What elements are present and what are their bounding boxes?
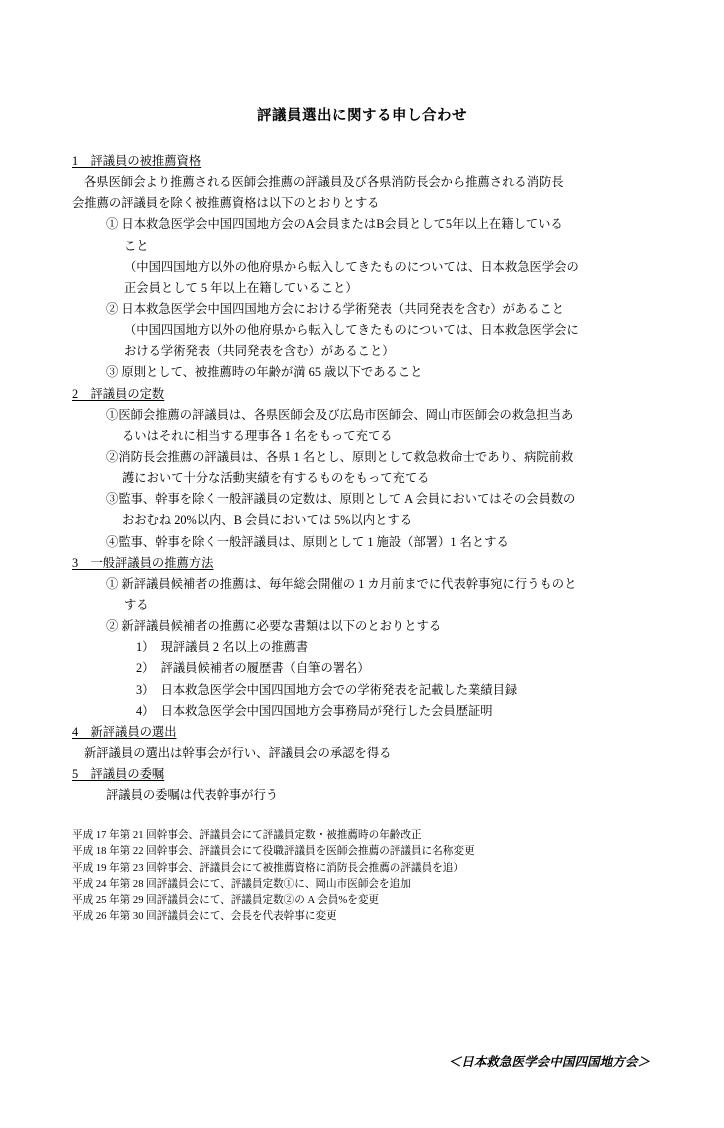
list-item [106, 405, 650, 426]
list-marker: ② [106, 449, 119, 464]
list-item-text: 新評議員候補者の推薦に必要な書類は以下のとおりとする [121, 619, 442, 634]
list-item-text-cont: おおむね 20%以内、B 会員においては 5%以内とする [122, 513, 412, 528]
list-marker: ③ [106, 365, 119, 380]
list-item-text-cont: こと [124, 238, 149, 253]
revision-note: 平成 19 年第 23 回幹事会、評議員会にて被推薦資格に消防長会推薦の評議員を追） [72, 862, 464, 874]
section-5-lead: 評議員の委嘱は代表幹事が行う [106, 788, 279, 803]
section-1-lead-line-1: 各県医師会より推薦される医師会推薦の評議員及び各県消防長会から推薦される消防長 [84, 175, 564, 190]
list-marker: ① [106, 407, 119, 422]
list-item [106, 447, 650, 468]
revision-notes [72, 828, 650, 925]
sub-list-item: 2） 評議員候補者の履歴書（自筆の署名） [136, 661, 370, 676]
list-marker: ④ [106, 534, 119, 549]
section-heading-4: 4 新評議員の選出 [72, 724, 177, 739]
list-marker: ③ [106, 492, 119, 507]
list-item [106, 532, 650, 553]
revision-note: 平成 25 年第 29 回評議員会にて、評議員定数②の A 会員%を変更 [72, 894, 380, 906]
list-item-text: 日本救急医学会中国四国地方会のA会員またはB会員として5年以上在籍している [121, 217, 563, 232]
section-heading-2: 2 評議員の定数 [72, 386, 165, 401]
sub-list-item: 1） 現評議員 2 名以上の推薦書 [136, 640, 309, 655]
list-item-text: 監事、幹事を除く一般評議員は、原則として 1 施設（部署）1 名とする [118, 534, 509, 549]
list-item-text: 日本救急医学会中国四国地方会における学術発表（共同発表を含む）があること [121, 301, 565, 316]
list-marker: ② [106, 301, 119, 316]
list-item-text-cont: 護において十分な活動実績を有するものをもって充てる [122, 471, 430, 486]
list-marker: ② [106, 619, 119, 634]
list-item-text: 監事、幹事を除く一般評議員の定数は、原則として A 会員においてはその会員数の [118, 492, 576, 507]
list-item [106, 616, 650, 637]
list-item-text-cont: るいはそれに相当する理事各 1 名をもって充てる [122, 428, 393, 443]
list-item-text: 新評議員候補者の推薦は、毎年総会開催の 1 カ月前までに代表幹事宛に行うものと [121, 576, 577, 591]
list-item-text-cont: する [124, 597, 149, 612]
section-heading-1: 1 評議員の被推薦資格 [72, 154, 202, 168]
list-item [106, 299, 650, 320]
list-marker: ① [106, 576, 119, 591]
sub-list-item: 4） 日本救急医学会中国四国地方会事務局が発行した会員歴証明 [136, 703, 493, 718]
page-title: 評議員選出に関する申し合わせ [257, 108, 467, 124]
list-item-note-line-2: おける学術発表（共同発表を含む）があること） [124, 344, 395, 359]
list-item-text: 原則として、被推薦時の年齢が満 65 歳以下であること [121, 365, 423, 380]
list-item [106, 362, 650, 383]
revision-note: 平成 24 年第 28 回評議員会にて、評議員定数①に、岡山市医師会を追加 [72, 878, 411, 890]
revision-note: 平成 17 年第 21 回幹事会、評議員会にて評議員定数・被推薦時の年齢改正 [72, 830, 422, 842]
list-item-text: 消防長会推薦の評議員は、各県 1 名とし、原則として救急救命士であり、病院前救 [118, 449, 574, 464]
list-item-note-line-2: 正会員として 5 年以上在籍していること） [124, 280, 358, 295]
revision-note: 平成 26 年第 30 回評議員会にて、会長を代表幹事に変更 [72, 910, 337, 922]
revision-note: 平成 18 年第 22 回幹事会、評議員会にて役職評議員を医師会推薦の評議員に名称変更 [72, 846, 475, 858]
document-footer: ＜日本救急医学会中国四国地方会＞ [448, 1055, 650, 1069]
list-item [106, 489, 650, 510]
section-4-lead: 新評議員の選出は幹事会が行い、評議員会の承認を得る [84, 745, 392, 760]
list-item-note-line-1: （中国四国地方以外の他府県から転入してきたものについては、日本救急医学会に [124, 323, 579, 338]
section-1-lead-line-2: 会推薦の評議員を除く被推薦資格は以下のとおりとする [72, 196, 380, 211]
document-page [0, 104, 724, 1128]
list-item [106, 214, 650, 235]
document-body [72, 151, 650, 806]
section-heading-3: 3 一般評議員の推薦方法 [72, 555, 214, 570]
section-heading-5: 5 評議員の委嘱 [72, 767, 165, 782]
list-marker: ① [106, 217, 119, 232]
list-item-text: 医師会推薦の評議員は、各県医師会及び広島市医師会、岡山市医師会の救急担当あ [118, 407, 574, 422]
list-item-note-line-1: （中国四国地方以外の他府県から転入してきたものについては、日本救急医学会の [124, 259, 579, 274]
list-item [106, 574, 650, 595]
sub-list-item: 3） 日本救急医学会中国四国地方会での学術発表を記載した業績目録 [136, 682, 518, 697]
